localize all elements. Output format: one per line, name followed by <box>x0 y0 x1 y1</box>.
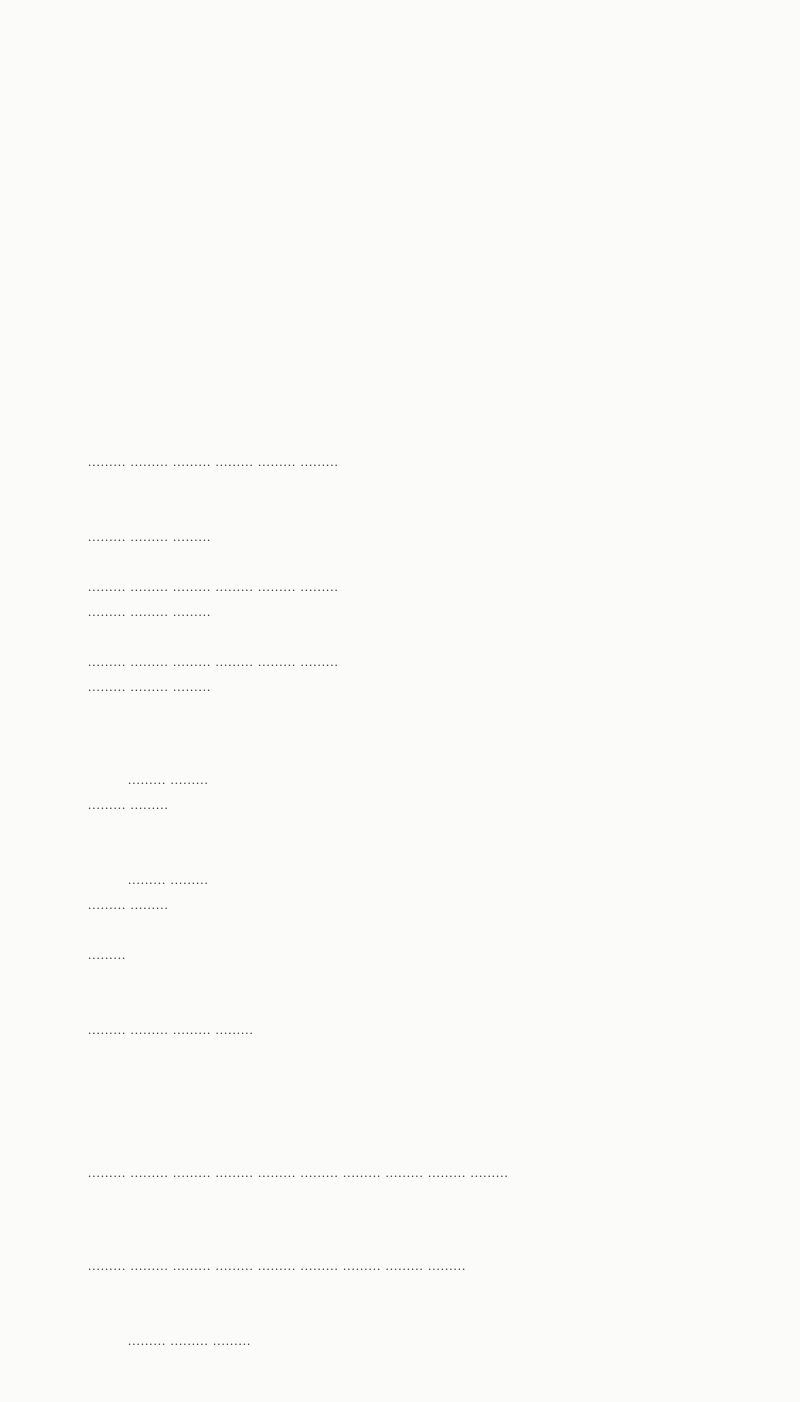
row-c1-label: ......... ......... ......... ......... ......... ......... <box>88 579 339 594</box>
s3-line-2: ......... <box>88 947 127 962</box>
row-c2-label: ......... ......... ......... <box>88 604 212 619</box>
row-b1-label: ......... ......... ......... ......... ......... ......... <box>88 454 339 469</box>
action-a-line-2: ......... ......... ......... ......... ......... ......... ......... ......... ......... <box>88 1258 467 1273</box>
conv1-label: ......... ......... ......... ......... ......... ......... <box>88 654 339 669</box>
row-b2-label: ......... ......... ......... <box>88 529 212 544</box>
s2b-line-1: ......... ......... <box>88 897 169 912</box>
action-b1-line-2: ......... ......... ......... <box>128 1333 252 1348</box>
s2a-line-3: ......... ......... <box>128 872 209 887</box>
remedy-line-3: ......... ......... ......... ......... ......... ......... ......... ......... ......... ......... <box>88 1165 509 1180</box>
s1a-line-2: ......... ......... <box>128 772 209 787</box>
s1b-line-1: ......... ......... <box>88 797 169 812</box>
conv2-label: ......... ......... ......... <box>88 679 212 694</box>
s4-line-3: ......... ......... ......... ......... <box>88 1022 254 1037</box>
